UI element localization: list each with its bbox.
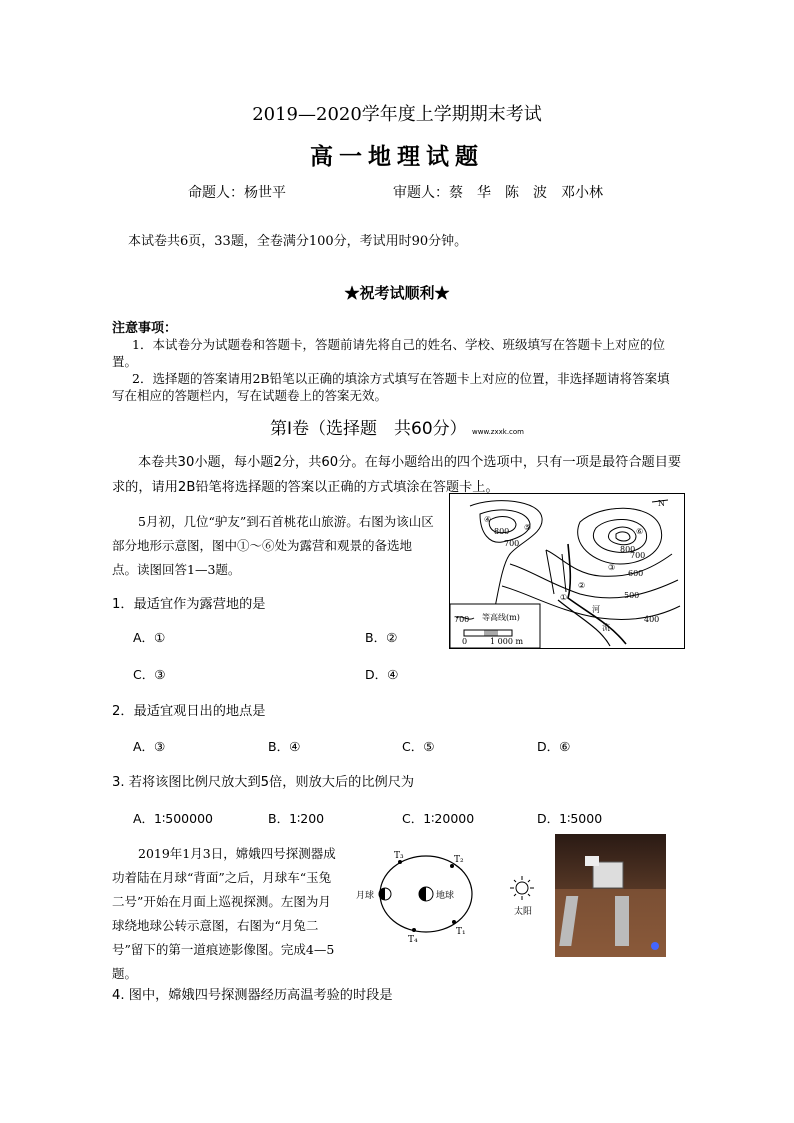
scale-start: 0 [462, 637, 468, 646]
moon-label: 月球 [356, 891, 375, 901]
author: 命题人：杨世平 [188, 185, 286, 201]
section-watermark: www.zxxk.com [472, 428, 524, 436]
contour-line [608, 527, 636, 545]
contour-label: 700 [630, 551, 646, 560]
q3-option-a: A．1∶500000 [133, 811, 213, 826]
legend-text: 等高线(m) [482, 613, 520, 622]
notice-item-2: 2．选择题的答案请用2B铅笔以正确的填涂方式填写在答题卡上对应的位置，非选择题请将答案填写在相应的答题栏内，写在试题卷上的答案无效。 [112, 371, 670, 403]
site-3: ③ [608, 563, 616, 572]
scale-end: 1 000 m [490, 637, 524, 646]
river-label: 河 [592, 605, 600, 614]
contour-line [578, 508, 662, 564]
t1-label: T₁ [456, 927, 466, 937]
q2-option-a: A．③ [133, 739, 166, 754]
orbit-point [412, 928, 416, 932]
notice-item-1: 1．本试卷分为试题卷和答题卡，答题前请先将自己的姓名、学校、班级填写在答题卡上对应的位置。 [112, 337, 665, 369]
q3-option-c: C．1∶20000 [402, 811, 475, 826]
contour-line [616, 532, 630, 541]
lander-leg-icon [615, 896, 629, 946]
site-5: ⑤ [524, 523, 532, 532]
site-1: ① [560, 593, 568, 602]
orbit-point [452, 920, 456, 924]
sun-label: 太阳 [514, 907, 533, 917]
contour-label: 400 [644, 615, 660, 624]
north-label: N [658, 499, 665, 508]
notice-heading: 注意事项： [112, 321, 178, 336]
t4-label: T₄ [408, 935, 418, 945]
blessing: ★祝考试顺利★ [344, 284, 450, 302]
q1-option-d: D．④ [365, 667, 399, 682]
river-label: 流 [602, 623, 610, 632]
t2-label: T₂ [454, 855, 464, 865]
section-title-text: 第Ⅰ卷（选择题 共60分） [269, 419, 467, 439]
contour-label: 600 [628, 569, 644, 578]
question-2: 2．最适宜观日出的地点是 [112, 704, 266, 719]
question-1: 1．最适宜作为露营地的是 [112, 597, 266, 612]
subject-title: 高一地理试题 [310, 143, 484, 170]
q1-option-c: C．③ [133, 667, 166, 682]
earth-label: 地球 [436, 891, 455, 901]
q1-option-b: B．② [365, 630, 398, 645]
passage-1: 5月初，几位“驴友”到石首桃花山旅游。右图为该山区部分地形示意图，图中①～⑥处为露营和观景的备选地点。读图回答1—3题。 [112, 514, 434, 577]
exam-intro: 本试卷共6页，33题，全卷满分100分，考试用时90分钟。 [128, 234, 468, 249]
site-6: ⑥ [636, 527, 644, 536]
question-3: 3. 若将该图比例尺放大到5倍，则放大后的比例尺为 [112, 775, 415, 790]
contour-label: 800 [494, 527, 510, 536]
contour-map-svg [450, 494, 684, 648]
q3-option-d: D．1∶5000 [537, 811, 603, 826]
scale-bar-fill [484, 630, 498, 636]
orbit-diagram [354, 846, 544, 946]
t3-label: T₃ [394, 851, 404, 861]
sun-icon [510, 876, 534, 900]
contour-label: 500 [624, 591, 640, 600]
contour-map [449, 493, 685, 649]
exam-title: 2019—2020学年度上学期期末考试 [252, 104, 542, 125]
contour-line [470, 501, 542, 612]
rover-panel-icon [585, 856, 599, 866]
section-title [0, 414, 794, 439]
q2-option-b: B．④ [268, 739, 301, 754]
legend-value: 700 [454, 615, 470, 624]
site-2: ② [578, 581, 586, 590]
corner-logo-icon [651, 942, 659, 950]
q1-option-a: A．① [133, 630, 166, 645]
q3-option-b: B．1∶200 [268, 811, 325, 826]
rover-track-photo [555, 834, 666, 957]
contour-line [510, 564, 678, 598]
reviewer: 审题人：蔡 华 陈 波 邓小林 [393, 185, 603, 201]
section-intro: 本卷共30小题，每小题2分，共60分。在每小题给出的四个选项中，只有一项是最符合题目要求的，请用2B铅笔将选择题的答案以正确的方式填涂在答题卡上。 [112, 455, 682, 495]
contour-label: 800 [620, 545, 636, 554]
q2-option-d: D．⑥ [537, 739, 571, 754]
passage-2: 2019年1月3日，嫦娥四号探测器成功着陆在月球“背面”之后，月球车“玉兔二号”开始在月面上巡视探测。左图为月球绕地球公转示意图，右图为“月兔二号”留下的第一道痕迹影像图。完成4—5题。 [112, 846, 336, 981]
q2-option-c: C．⑤ [402, 739, 435, 754]
question-4: 4. 图中，嫦娥四号探测器经历高温考验的时段是 [112, 988, 393, 1003]
earth-shade [419, 887, 426, 901]
contour-label: 700 [504, 539, 520, 548]
site-4: ④ [484, 515, 492, 524]
